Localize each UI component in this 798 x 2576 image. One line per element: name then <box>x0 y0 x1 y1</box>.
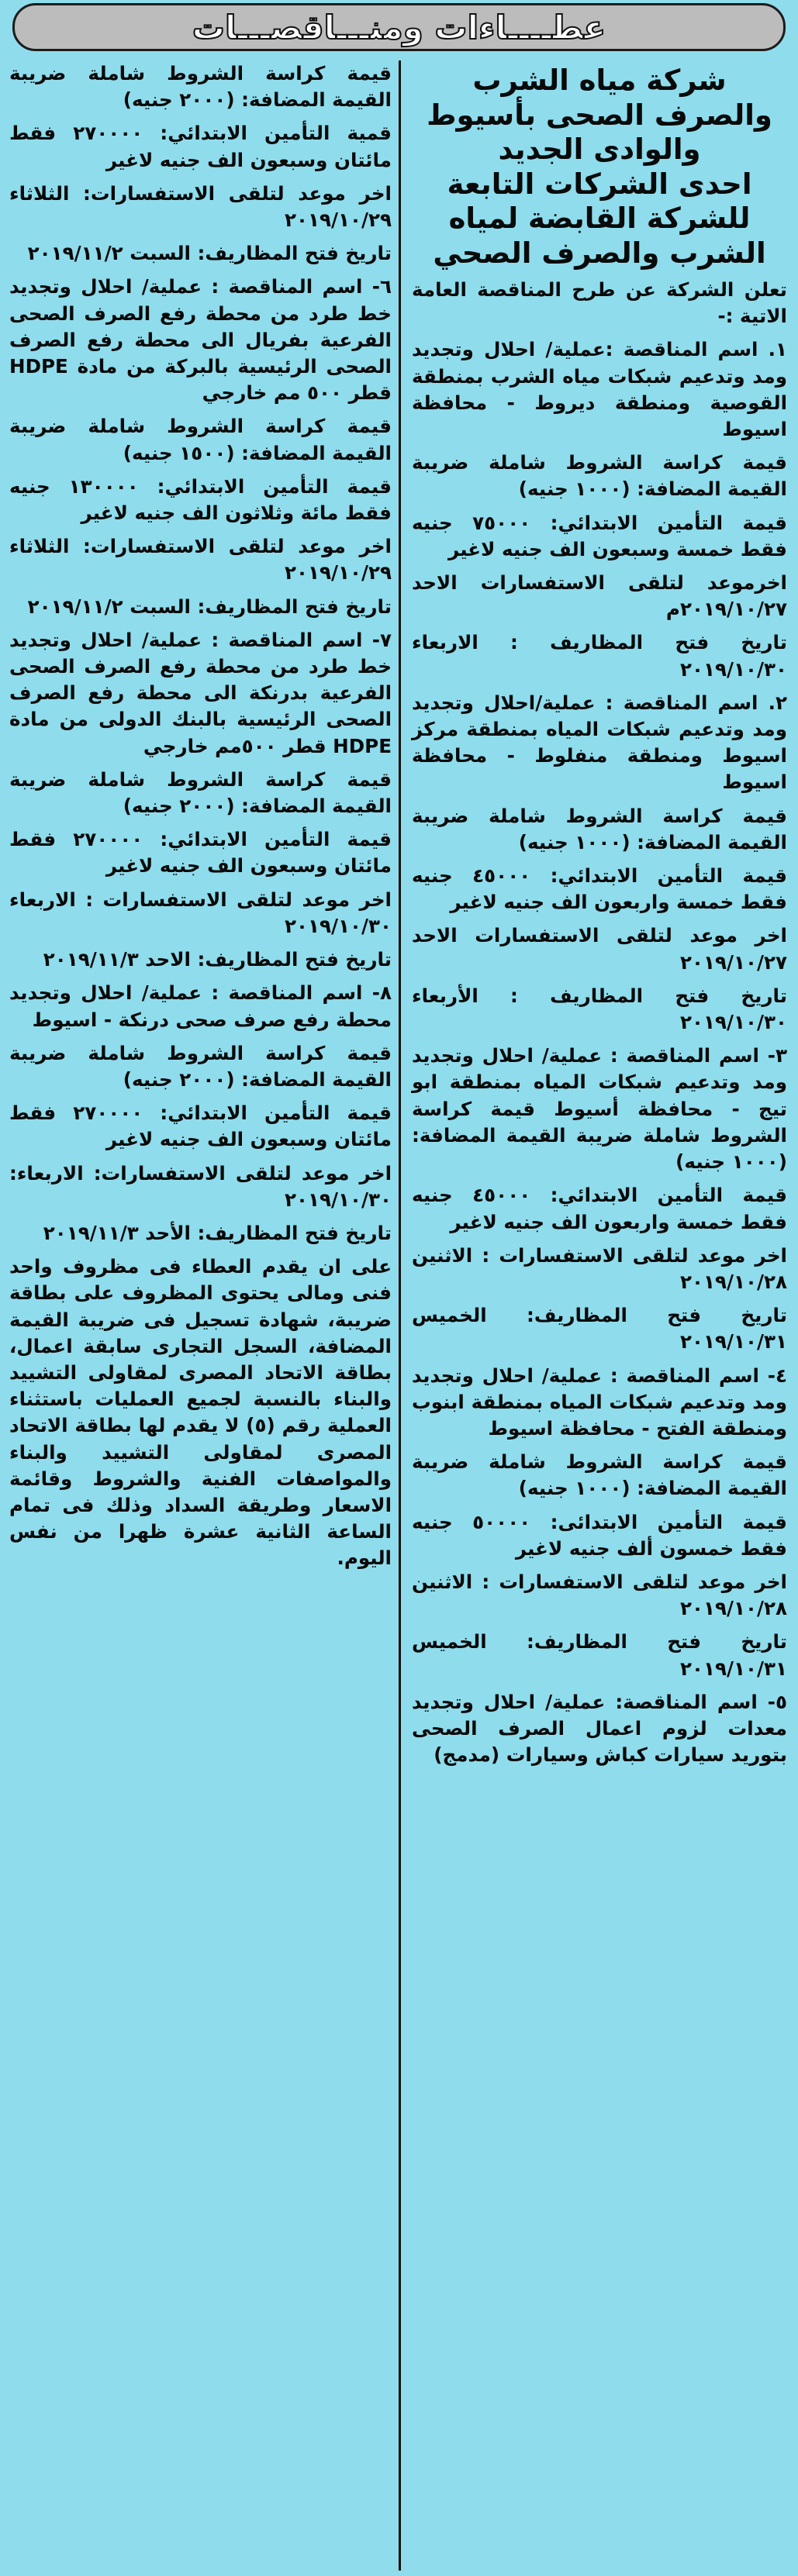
tender-1-name: ١. اسم المناقصة :عملية/ احلال وتجديد ومد وتدعيم شبكات مياه الشرب بمنطقة القوصية ومنطقة ديروط - محافظة اسيوط <box>412 338 787 441</box>
company-name-line: شركة مياه الشرب <box>472 64 727 97</box>
tender-4-insurance: قيمة التأمين الابتدائى: ٥٠٠٠٠ جنيه فقط خمسون ألف جنيه لاغير <box>412 1510 787 1560</box>
tender-2-name: ٢. اسم المناقصة : عملية/احلال وتجديد ومد وتدعيم شبكات المياه بمنطقة مركز اسيوط ومنطقة منفلوط - محافظة اسيوط <box>412 691 787 794</box>
right-column <box>407 60 792 1775</box>
tender-6-booklet-price: قيمة كراسة الشروط شاملة ضريبة القيمة المضافة: (١٥٠٠ جنيه) <box>9 415 392 464</box>
tender-3-name: ٣- اسم المناقصة : عملية/ احلال وتجديد ومد وتدعيم شبكات المياه بمنطقة ابو تيج - محافظة أسيوط قيمة كراسة الشروط شاملة ضريبة القيمة المضافة: (١٠٠٠ جنيه) <box>412 1044 787 1174</box>
tender-8-inquiries-deadline: اخر موعد لتلقى الاستفسارات: الاربعاء: ٢٠١٩/١٠/٣٠ <box>9 1161 392 1211</box>
tender-4-opening-date: تاريخ فتح المظاريف: الخميس ٢٠١٩/١٠/٣١ <box>412 1630 787 1680</box>
section-header <box>12 3 786 51</box>
tender-4-name: ٤- اسم المناقصة : عملية/ احلال وتجديد ومد وتدعيم شبكات المياه بمنطقة ابنوب ومنطقة الفتح - محافظة اسيوط <box>412 1364 787 1440</box>
tender-4-booklet-price: قيمة كراسة الشروط شاملة ضريبة القيمة المضافة: (١٠٠٠ جنيه) <box>412 1450 787 1500</box>
tender-3-inquiries-deadline: اخر موعد لتلقى الاستفسارات : الاثنين ٢٠١٩/١٠/٢٨ <box>412 1243 787 1293</box>
tender-6-opening-date: تاريخ فتح المظاريف: السبت ٢٠١٩/١١/٢ <box>27 595 392 618</box>
tender-8-opening-date: تاريخ فتح المظاريف: الأحد ٢٠١٩/١١/٣ <box>43 1221 392 1244</box>
tender-2-opening-date: تاريخ فتح المظاريف : الأربعاء ٢٠١٩/١٠/٣٠ <box>412 984 787 1034</box>
tender-5-booklet-price: قيمة كراسة الشروط شاملة ضريبة القيمة المضافة: (٢٠٠٠ جنيه) <box>9 62 392 112</box>
company-name-line: للشركة القابضة لمياه <box>448 202 751 235</box>
tender-8-booklet-price: قيمة كراسة الشروط شاملة ضريبة القيمة المضافة: (٢٠٠٠ جنيه) <box>9 1041 392 1091</box>
tender-1-inquiries-deadline: اخرموعد لتلقى الاستفسارات الاحد ٢٠١٩/١٠/٢٧م <box>412 571 787 621</box>
tender-6-inquiries-deadline: اخر موعد لتلقى الاستفسارات: الثلاثاء ٢٠١٩/١٠/٢٩ <box>9 535 392 585</box>
tender-7-name: ٧- اسم المناقصة : عملية/ احلال وتجديد خط طرد من محطة رفع الصرف الصحى الفرعية بدرنكة الى محطة رفع الصرف الصحى الرئيسية بالبنك الدولى من مادة HDPE قطر ٥٠٠مم خارجي <box>9 628 392 757</box>
tender-7-insurance: قيمة التأمين الابتدائي: ٢٧٠٠٠٠ فقط مائتان وسبعون الف جنيه لاغير <box>9 828 392 878</box>
tender-2-booklet-price: قيمة كراسة الشروط شاملة ضريبة القيمة المضافة: (١٠٠٠ جنيه) <box>412 804 787 853</box>
company-name <box>412 64 787 271</box>
tender-5-insurance: قمية التأمين الابتدائي: ٢٧٠٠٠٠ فقط مائتان وسبعون الف جنيه لاغير <box>9 122 392 171</box>
column-divider <box>399 60 401 2571</box>
tender-7-opening-date: تاريخ فتح المظاريف: الاحد ٢٠١٩/١١/٣ <box>43 948 392 971</box>
tender-5-name: ٥- اسم المناقصة: عملية/ احلال وتجديد معدات لزوم اعمال الصرف الصحى بتوريد سيارات كباش وسيارات (مدمج) <box>412 1690 787 1767</box>
section-title: عطــــاءات ومنـــاقصـــات <box>192 8 606 47</box>
company-name-line: احدى الشركات التابعة <box>447 167 752 201</box>
tender-8-insurance: قيمة التأمين الابتدائي: ٢٧٠٠٠٠ فقط مائتان وسبعون الف جنيه لاغير <box>9 1102 392 1151</box>
tender-1-booklet-price: قيمة كراسة الشروط شاملة ضريبة القيمة المضافة: (١٠٠٠ جنيه) <box>412 451 787 501</box>
tender-3-insurance: قيمة التأمين الابتدائي: ٤٥٠٠٠ جنيه فقط خمسة واربعون الف جنيه لاغير <box>412 1184 787 1233</box>
tender-7-booklet-price: قيمة كراسة الشروط شاملة ضريبة القيمة المضافة: (٢٠٠٠ جنيه) <box>9 767 392 818</box>
left-column <box>5 60 396 1579</box>
tender-1-insurance: قيمة التأمين الابتدائي: ٧٥٠٠٠ جنيه فقط خمسة وسبعون الف جنيه لاغير <box>412 511 787 560</box>
tender-3-opening-date: تاريخ فتح المظاريف: الخميس ٢٠١٩/١٠/٣١ <box>412 1304 787 1354</box>
tender-7-inquiries-deadline: اخر موعد لتلقى الاستفسارات : الاربعاء ٢٠١٩/١٠/٣٠ <box>9 888 392 937</box>
company-name-line: والوادى الجديد <box>498 133 701 166</box>
company-name-line: والصرف الصحى بأسيوط <box>427 98 772 132</box>
submission-conditions: على ان يقدم العطاء فى مظروف واحد فنى ومالى يحتوى المظروف على بطاقة ضريبة، شهادة تسجيل فى ضريبة القيمة المضافة، السجل التجارى سابقة اعمال، بطاقة الاتحاد المصرى لمقاولى التشييد والبناء بالنسبة لجميع العمليات باستثناء العملية رقم (٥) لا يقدم لها بطاقة الاتحاد المصرى لمقاولى التشييد والبناء والمواصفات الفنية والشروط وقائمة الاسعار وطريقة السداد وذلك فى تمام الساعة الثانية عشرة ظهرا من نفس اليوم. <box>9 1255 392 1570</box>
tender-1-opening-date: تاريخ فتح المظاريف : الاربعاء ٢٠١٩/١٠/٣٠ <box>412 631 787 681</box>
tender-2-inquiries-deadline: اخر موعد لتلقى الاستفسارات الاحد ٢٠١٩/١٠/٢٧ <box>412 924 787 974</box>
tender-6-name: ٦- اسم المناقصة : عملية/ احلال وتجديد خط طرد من محطة رفع الصرف الصحى الفرعية بفريال الى محطة رفع الصرف الصحى الرئيسية بالبركة من مادة HDPE قطر ٥٠٠ مم خارجي <box>9 275 392 405</box>
tender-2-insurance: قيمة التأمين الابتدائي: ٤٥٠٠٠ جنيه فقط خمسة واربعون الف جنيه لاغير <box>412 864 787 914</box>
intro-text: تعلن الشركة عن طرح المناقصة العامة الاتية :- <box>412 278 787 328</box>
tender-4-inquiries-deadline: اخر موعد لتلقى الاستفسارات : الاثنين ٢٠١٩/١٠/٢٨ <box>412 1570 787 1620</box>
tender-6-insurance: قيمة التأمين الابتدائي: ١٣٠٠٠٠ جنيه فقط مائة وثلاثون الف جنيه لاغير <box>9 474 392 525</box>
tender-8-name: ٨- اسم المناقصة : عملية/ احلال وتجديد محطة رفع صرف صحى درنكة - اسيوط <box>9 981 392 1031</box>
company-name-line: الشرب والصرف الصحي <box>433 236 766 270</box>
tender-5-inquiries-deadline: اخر موعد لتلقى الاستفسارات: الثلاثاء ٢٠١٩/١٠/٢٩ <box>9 181 392 232</box>
tender-5-opening-date: تاريخ فتح المظاريف: السبت ٢٠١٩/١١/٢ <box>27 242 392 265</box>
